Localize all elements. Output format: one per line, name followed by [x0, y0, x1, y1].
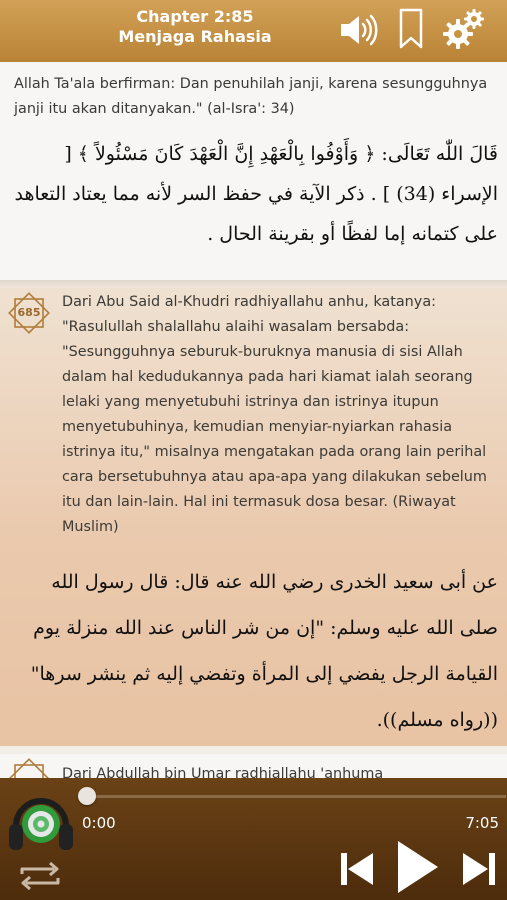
hadith-list[interactable] — [0, 62, 507, 778]
speaker-icon[interactable] — [338, 13, 380, 47]
chapter-label: Chapter 2:85 — [136, 7, 254, 26]
octagon-star-icon — [6, 756, 52, 778]
quran-headphones-icon — [6, 786, 76, 858]
top-bar — [0, 0, 507, 62]
repeat-icon[interactable] — [16, 858, 64, 894]
verse-arabic: قَالَ اللّٰه تَعَالَى: ﴿ وَأَوْفُوا بِالْعَهْدِ إِنَّ الْعَهْدَ كَانَ مَسْئُولاً ﴾ [ الإسراء (34) ] . ذكر الآية في حفظ السر لأنه مما يعتاد التعاهد على كتمانه إما لفظًا أو بقرينة الحال . — [14, 143, 498, 245]
bookmark-icon[interactable] — [398, 8, 424, 50]
play-icon[interactable] — [394, 838, 442, 896]
header-title — [70, 7, 320, 47]
hadith-arabic: عن أبى سعيد الخدرى رضي الله عنه قال: قال رسول الله صلى الله عليه وسلم: "إن من شر الناس عند الله منزلة يوم القيامة الرجل يفضي إلى المرأة وتفضي إليه ثم ينشر سرها" ((رواه مسلم)). — [30, 571, 498, 731]
section-divider — [0, 746, 507, 754]
hadith-number-badge — [6, 290, 52, 336]
verse-translation: Allah Ta'ala berfirman: Dan penuhilah janji, karena sesungguhnya janji itu akan ditanyakan." (al-Isra': 34) — [14, 76, 488, 117]
section-divider — [0, 280, 507, 288]
audio-player — [0, 778, 507, 900]
total-time: 7:05 — [465, 814, 499, 832]
settings-gear-icon[interactable] — [443, 8, 485, 50]
hadith-number: 685 — [17, 306, 41, 319]
hadith-number-badge — [6, 756, 52, 778]
chapter-title: Menjaga Rahasia — [118, 27, 272, 46]
current-time: 0:00 — [82, 814, 116, 832]
hadith-translation: Dari Abdullah bin Umar radhiallahu 'anhuma — [62, 766, 384, 778]
progress-slider-handle[interactable] — [78, 787, 96, 805]
previous-icon[interactable] — [338, 850, 376, 888]
next-icon[interactable] — [460, 850, 498, 888]
hadith-translation: Dari Abu Said al-Khudri radhiyallahu anhu, katanya: "Rasulullah shalallahu alaihi wasalam bersabda: "Sesungguhnya seburuk-buruknya manusia di sisi Allah dalam hal kedudukannya pada hari kiamat ialah seorang lelaki yang menyetubuhi istrinya dan istrinya itupun menyetubuhinya, kemudian menyiar-nyiarkan rahasia istrinya itu," misalnya mengatakan pada orang lain perihal cara bersetubuhnya atau apa-apa yang dilakukan sebelum itu dan lain-lain. Hal ini termasuk dosa besar. (Riwayat Muslim) — [62, 294, 487, 535]
progress-track[interactable] — [86, 795, 506, 798]
